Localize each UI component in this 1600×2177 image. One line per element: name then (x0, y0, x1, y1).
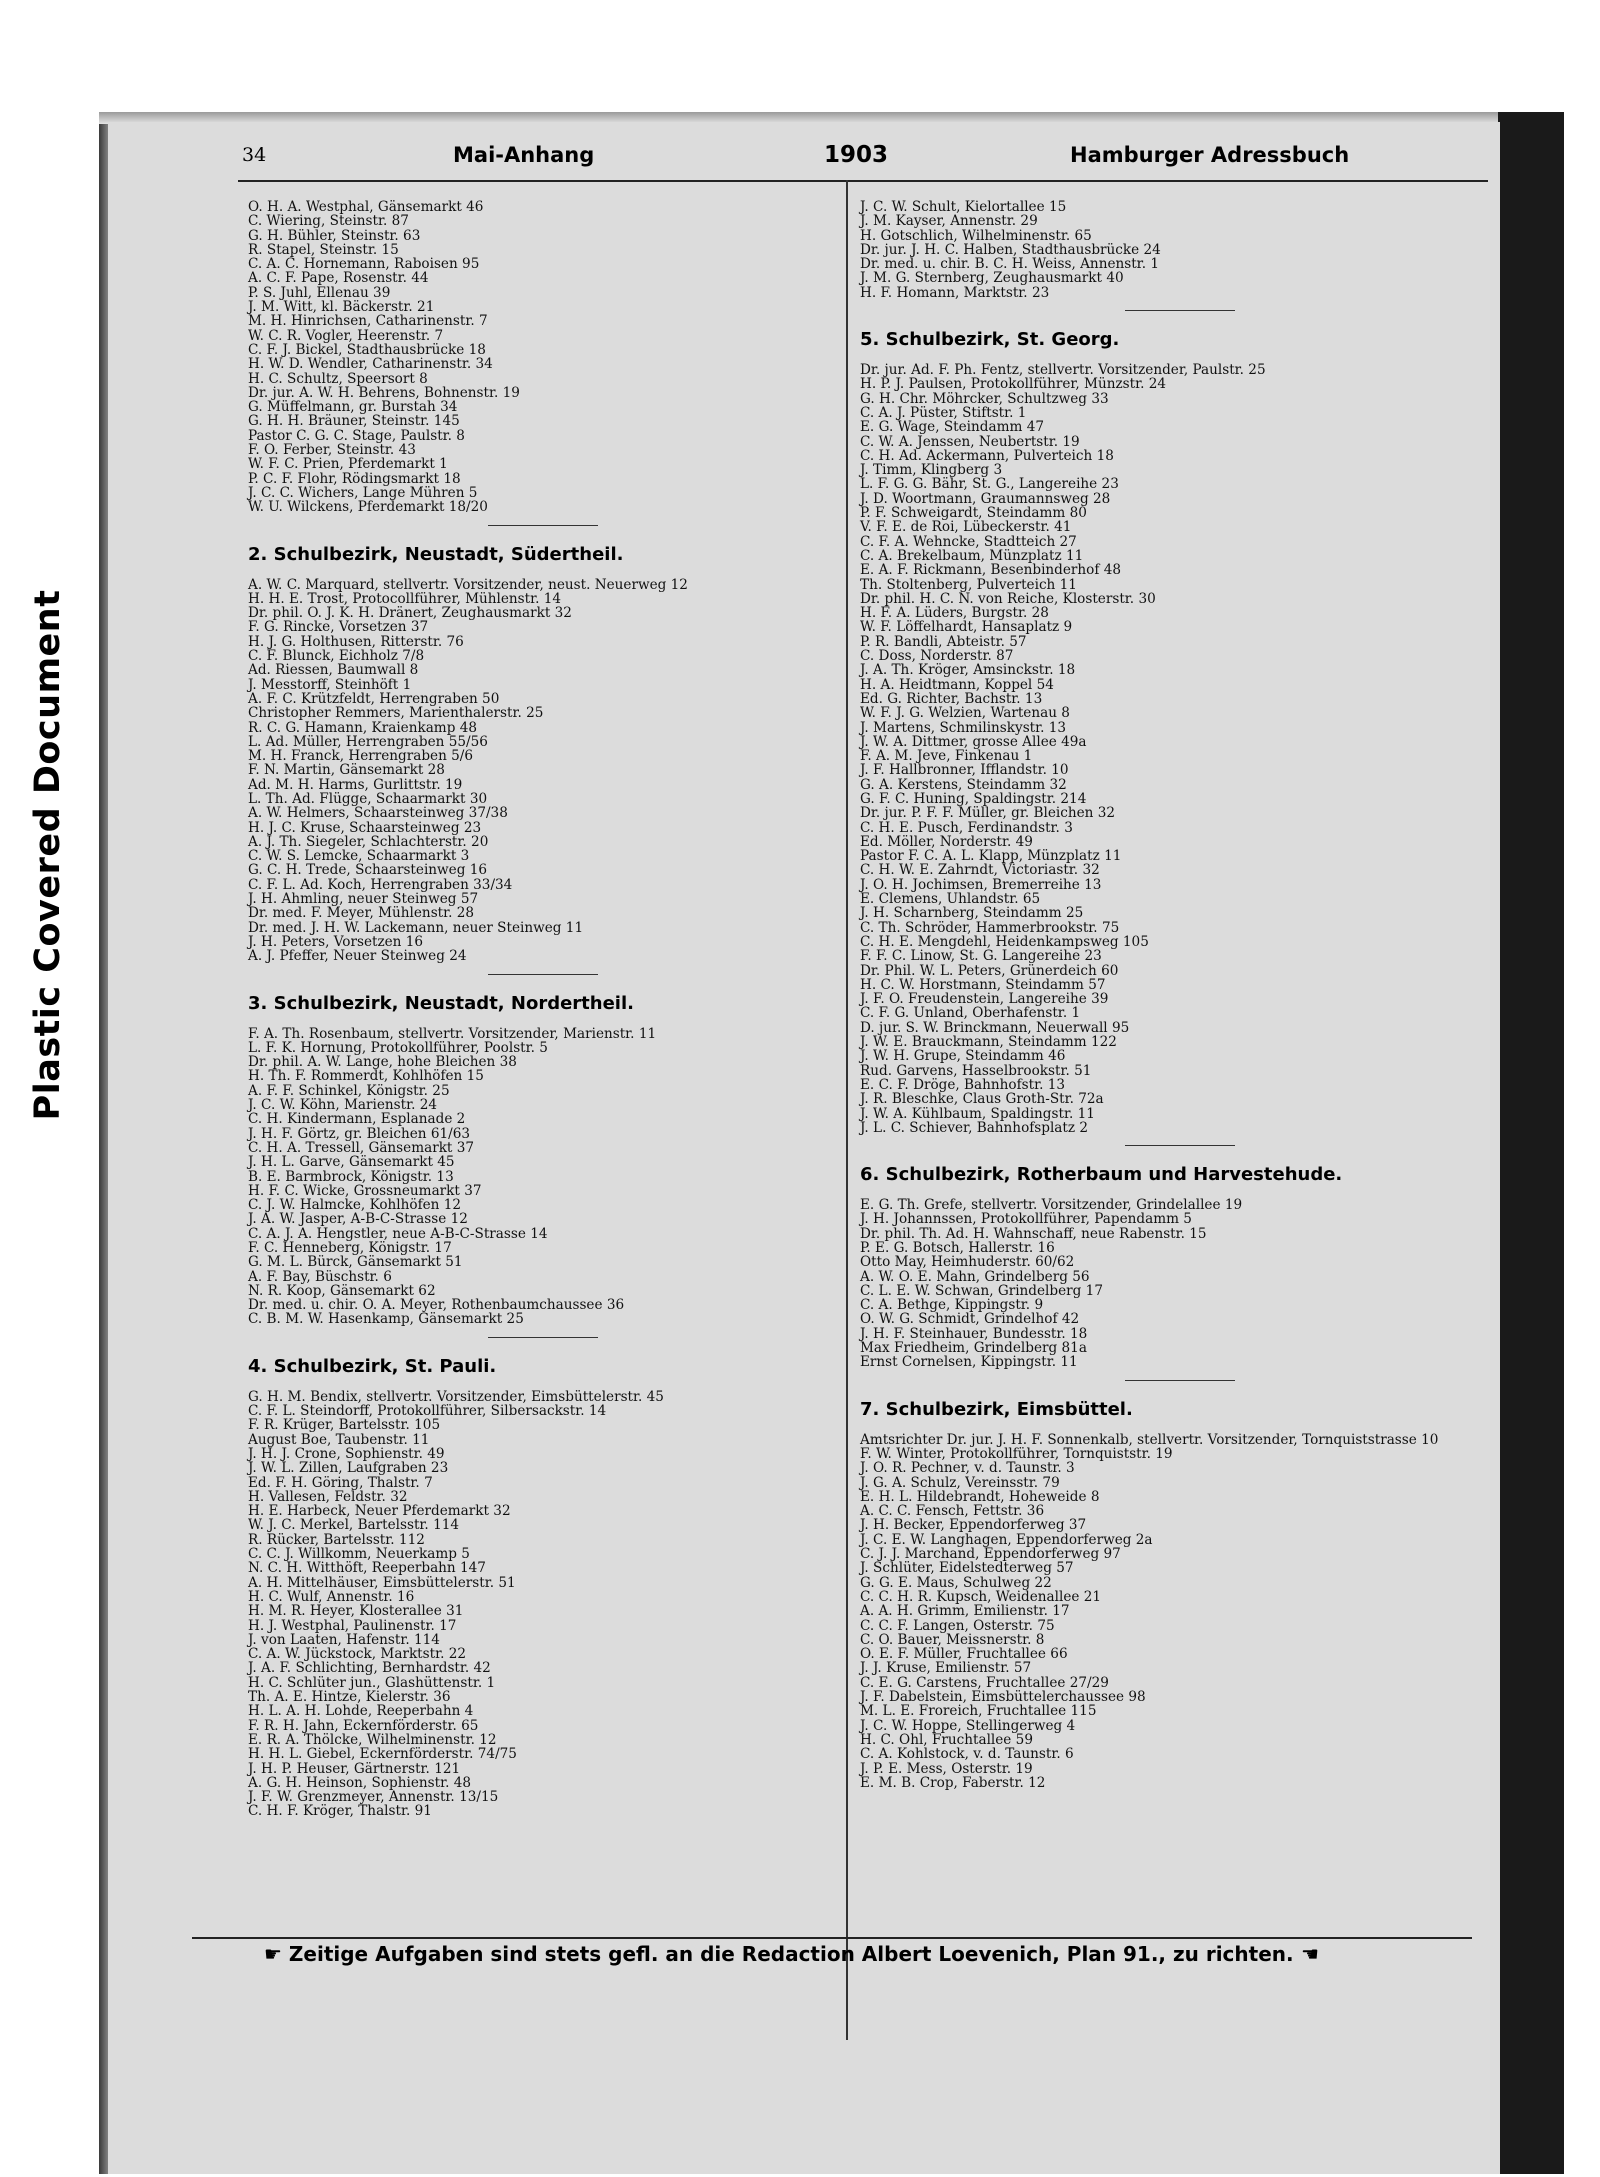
list-item: C. L. E. W. Schwan, Grindelberg 17 (860, 1282, 1103, 1299)
list-item: G. H. M. Bendix, stellvertr. Vorsitzender, Eimsbüttelerstr. 45 (248, 1388, 664, 1405)
list-item: C. H. W. E. Zahrndt, Victoriastr. 32 (860, 862, 1100, 879)
list-item: Dr. med. u. chir. O. A. Meyer, Rothenbaumchaussee 36 (248, 1297, 625, 1314)
list-item: E. G. Th. Grefe, stellvertr. Vorsitzender, Grindelallee 19 (860, 1197, 1243, 1214)
list-item: J. F. Hallbronner, Ifflandstr. 10 (860, 762, 1069, 779)
list-item: J. M. G. Sternberg, Zeughausmarkt 40 (860, 270, 1124, 287)
list-item: J. O. H. Jochimsen, Bremerreihe 13 (860, 876, 1102, 893)
list-item: C. H. E. Pusch, Ferdinandstr. 3 (860, 819, 1073, 836)
list-item: J. H. Ahmling, neuer Steinweg 57 (248, 891, 479, 908)
list-item: O. E. F. Müller, Fruchtallee 66 (860, 1646, 1068, 1663)
list-item: C. C. H. R. Kupsch, Weidenallee 21 (860, 1588, 1102, 1605)
list-item: F. C. Henneberg, Königstr. 17 (248, 1240, 452, 1256)
list-item: C. A. J. Püster, Stiftstr. 1 (860, 404, 1027, 421)
section-rule (488, 974, 598, 975)
list-item: F. A. M. Jeve, Finkenau 1 (860, 748, 1033, 765)
district-heading: 6. Schulbezirk, Rotherbaum und Harvestehude. (860, 1164, 1343, 1186)
list-item: R. Rücker, Bartelsstr. 112 (248, 1531, 425, 1548)
footer-text: Zeitige Aufgaben sind stets gefl. an die Redaction Albert Loevenich, Plan 91., zu richten. (288, 1942, 1294, 1966)
list-item: J. L. C. Schiever, Bahnhofsplatz 2 (860, 1119, 1089, 1136)
section-rule (488, 525, 598, 526)
list-item: J. O. R. Pechner, v. d. Taunstr. 3 (860, 1460, 1075, 1477)
list-item: H. H. L. Giebel, Eckernförderstr. 74/75 (248, 1746, 517, 1763)
list-item: J. J. Kruse, Emilienstr. 57 (860, 1660, 1032, 1677)
list-item: W. J. C. Merkel, Bartelsstr. 114 (248, 1517, 460, 1534)
list-item: F. O. Ferber, Steinstr. 43 (248, 442, 416, 459)
list-item: C. F. L. Steindorff, Protokollführer, Silbersackstr. 14 (248, 1403, 607, 1420)
list-item: J. H. F. Görtz, gr. Bleichen 61/63 (248, 1125, 471, 1142)
list-item: A. G. H. Heinson, Sophienstr. 48 (248, 1774, 472, 1791)
list-item: A. C. F. Pape, Rosenstr. 44 (248, 270, 429, 287)
list-item: Ed. G. Richter, Bachstr. 13 (860, 690, 1043, 707)
list-item: Dr. jur. J. H. C. Halben, Stadthausbrücke 24 (860, 241, 1161, 258)
list-item: A. W. C. Marquard, stellvertr. Vorsitzender, neust. Neuerweg 12 (248, 576, 688, 593)
list-item: D. jur. S. W. Brinckmann, Neuerwall 95 (860, 1019, 1130, 1036)
pointing-hand-icon: ☛ (264, 1942, 282, 1966)
list-item: E. R. A. Thölcke, Wilhelminenstr. 12 (248, 1731, 497, 1748)
list-item: A. C. C. Fensch, Fettstr. 36 (860, 1503, 1045, 1520)
list-item: J. von Laaten, Hafenstr. 114 (248, 1631, 440, 1648)
list-item: G. F. C. Huning, Spaldingstr. 214 (860, 790, 1087, 807)
list-item: C. H. A. Tressell, Gänsemarkt 37 (248, 1139, 475, 1156)
list-item: Dr. Phil. W. L. Peters, Grünerdeich 60 (860, 962, 1119, 979)
list-item: C. H. Kindermann, Esplanade 2 (248, 1111, 466, 1128)
list-item: C. A. C. Hornemann, Raboisen 95 (248, 256, 480, 273)
list-item: J. H. L. Garve, Gänsemarkt 45 (248, 1154, 455, 1171)
list-item: N. R. Koop, Gänsemarkt 62 (248, 1282, 436, 1299)
column-divider (846, 180, 848, 2040)
list-item: H. F. A. Lüders, Burgstr. 28 (860, 605, 1049, 622)
list-item: L. Th. Ad. Flügge, Schaarmarkt 30 (248, 790, 488, 807)
list-item: Ad. M. H. Harms, Gurlittstr. 19 (248, 776, 463, 793)
list-item: A. H. Mittelhäuser, Eimsbüttelerstr. 51 (248, 1574, 516, 1591)
list-item: J. W. A. Dittmer, grosse Allee 49a (860, 733, 1087, 750)
list-item: H. C. Ohl, Fruchtallee 59 (860, 1731, 1033, 1748)
list-item: F. R. Krüger, Bartelsstr. 105 (248, 1417, 441, 1434)
list-item: H. J. C. Kruse, Schaarsteinweg 23 (248, 819, 482, 836)
list-item: J. C. W. Schult, Kielortallee 15 (860, 199, 1067, 215)
list-item: H. M. R. Heyer, Klosterallee 31 (248, 1603, 464, 1620)
list-item: C. C. J. Willkomm, Neuerkamp 5 (248, 1546, 470, 1563)
list-item: C. A. Bethge, Kippingstr. 9 (860, 1297, 1044, 1314)
list-item: J. H. Becker, Eppendorferweg 37 (860, 1517, 1087, 1534)
list-item: P. F. Schweigardt, Steindamm 80 (860, 505, 1087, 522)
list-item: Dr. med. J. H. W. Lackemann, neuer Steinweg 11 (248, 919, 584, 936)
list-item: Th. A. E. Hintze, Kielerstr. 36 (248, 1689, 451, 1706)
list-item: W. F. J. G. Welzien, Wartenau 8 (860, 705, 1070, 722)
district-heading: 3. Schulbezirk, Neustadt, Nordertheil. (248, 992, 634, 1014)
list-item: J. Messtorff, Steinhöft 1 (248, 676, 412, 693)
list-item: Pastor F. C. A. L. Klapp, Münzplatz 11 (860, 848, 1122, 865)
list-item: R. C. G. Hamann, Kraienkamp 48 (248, 719, 478, 736)
list-item: J. C. C. Wichers, Lange Mühren 5 (248, 484, 478, 501)
list-item: P. R. Bandli, Abteistr. 57 (860, 633, 1027, 650)
district-heading: 4. Schulbezirk, St. Pauli. (248, 1355, 497, 1377)
list-item: C. A. J. A. Hengstler, neue A-B-C-Strasse 14 (248, 1225, 548, 1242)
list-item: F. G. Rincke, Vorsetzen 37 (248, 619, 429, 636)
list-item: J. W. E. Brauckmann, Steindamm 122 (860, 1034, 1117, 1051)
list-item: Th. Stoltenberg, Pulverteich 11 (860, 576, 1077, 593)
list-item: J. Timm, Klingberg 3 (860, 462, 1003, 479)
list-item: F. N. Martin, Gänsemarkt 28 (248, 762, 445, 779)
list-item: E. A. F. Rickmann, Besenbinderhof 48 (860, 562, 1122, 579)
list-item: J. W. L. Zillen, Laufgraben 23 (248, 1460, 449, 1477)
list-item: H. A. Heidtmann, Koppel 54 (860, 676, 1054, 693)
list-item: C. A. Kohlstock, v. d. Taunstr. 6 (860, 1746, 1074, 1763)
list-item: A. W. O. E. Mahn, Grindelberg 56 (860, 1268, 1090, 1285)
list-item: W. F. Löffelhardt, Hansaplatz 9 (860, 619, 1073, 636)
list-item: Max Friedheim, Grindelberg 81a (860, 1340, 1087, 1357)
list-item: H. C. Schlüter jun., Glashüttenstr. 1 (248, 1674, 496, 1691)
list-item: C. Th. Schröder, Hammerbrookstr. 75 (860, 919, 1120, 936)
list-item: P. S. Juhl, Ellenau 39 (248, 284, 391, 301)
header-rule (238, 180, 1488, 182)
list-item: O. H. A. Westphal, Gänsemarkt 46 (248, 199, 484, 215)
list-item: F. R. H. Jahn, Eckernförderstr. 65 (248, 1717, 479, 1734)
list-item: Dr. med. u. chir. B. C. H. Weiss, Annenstr. 1 (860, 256, 1159, 273)
list-item: J. F. W. Grenzmeyer, Annenstr. 13/15 (248, 1789, 499, 1806)
list-item: H. Gotschlich, Wilhelminenstr. 65 (860, 227, 1092, 244)
list-item: P. C. F. Flohr, Rödingsmarkt 18 (248, 470, 461, 487)
list-item: E. M. B. Crop, Faberstr. 12 (860, 1774, 1046, 1791)
list-item: C. F. Blunck, Eichholz 7/8 (248, 648, 425, 665)
list-item: Christopher Remmers, Marienthalerstr. 25 (248, 705, 544, 722)
section-rule (1125, 310, 1235, 311)
list-item: J. M. Witt, kl. Bäckerstr. 21 (248, 299, 435, 316)
footer-notice (264, 1942, 1504, 1966)
list-item: H. H. E. Trost, Protocollführer, Mühlenstr. 14 (248, 590, 562, 607)
list-item: J. H. P. Heuser, Gärtnerstr. 121 (248, 1760, 461, 1777)
list-item: C. F. L. Ad. Koch, Herrengraben 33/34 (248, 876, 513, 893)
list-item: C. A. W. Jückstock, Marktstr. 22 (248, 1646, 467, 1663)
list-item: J. D. Woortmann, Graumannsweg 28 (860, 490, 1111, 507)
list-item: C. Doss, Norderstr. 87 (860, 648, 1014, 665)
list-item: A. A. H. Grimm, Emilienstr. 17 (860, 1603, 1070, 1620)
list-item: G. Müffelmann, gr. Burstah 34 (248, 399, 458, 416)
list-item: G. A. Kerstens, Steindamm 32 (860, 776, 1067, 793)
list-item: Rud. Garvens, Hasselbrookstr. 51 (860, 1062, 1092, 1079)
list-item: A. F. C. Krützfeldt, Herrengraben 50 (248, 690, 500, 707)
list-item: V. F. E. de Roi, Lübeckerstr. 41 (860, 519, 1072, 536)
list-item: H. Vallesen, Feldstr. 32 (248, 1488, 408, 1505)
section-rule (1125, 1380, 1235, 1381)
list-item: L. F. K. Hornung, Protokollführer, Poolstr. 5 (248, 1039, 548, 1056)
list-item: G. M. L. Bürck, Gänsemarkt 51 (248, 1254, 463, 1271)
section-rule (1125, 1145, 1235, 1146)
list-item: H. C. Schultz, Speersort 8 (248, 370, 428, 387)
list-item: H. E. Harbeck, Neuer Pferdemarkt 32 (248, 1503, 511, 1520)
list-item: L. Ad. Müller, Herrengraben 55/56 (248, 733, 488, 750)
list-item: A. J. Th. Siegeler, Schlachterstr. 20 (248, 833, 489, 850)
footer-rule (192, 1937, 1472, 1939)
list-item: E. H. L. Hildebrandt, Hoheweide 8 (860, 1488, 1100, 1505)
side-label: Plastic Covered Document (28, 589, 68, 1121)
list-item: E. Clemens, Uhlandstr. 65 (860, 891, 1041, 908)
document-page (108, 122, 1500, 2174)
list-item: W. C. R. Vogler, Heerenstr. 7 (248, 327, 444, 344)
list-item: Ed. F. H. Göring, Thalstr. 7 (248, 1474, 433, 1491)
list-item: R. Stapel, Steinstr. 15 (248, 241, 399, 258)
list-item: J. H. J. Crone, Sophienstr. 49 (248, 1445, 445, 1462)
list-item: C. B. M. W. Hasenkamp, Gänsemarkt 25 (248, 1311, 524, 1328)
list-item: C. F. G. Unland, Oberhafenstr. 1 (860, 1005, 1081, 1022)
list-item: J. F. O. Freudenstein, Langereihe 39 (860, 991, 1109, 1008)
page-title: Mai-Anhang (453, 143, 595, 167)
list-item: J. C. W. Köhn, Marienstr. 24 (248, 1097, 438, 1114)
list-item: C. H. F. Kröger, Thalstr. 91 (248, 1803, 432, 1820)
list-item: C. C. F. Langen, Osterstr. 75 (860, 1617, 1055, 1634)
list-item: Dr. phil. Th. Ad. H. Wahnschaff, neue Rabenstr. 15 (860, 1225, 1207, 1242)
list-item: L. F. G. G. Bähr, St. G., Langereihe 23 (860, 476, 1119, 493)
district-heading: 5. Schulbezirk, St. Georg. (860, 329, 1120, 351)
list-item: G. C. H. Trede, Schaarsteinweg 16 (248, 862, 488, 879)
list-item: F. A. Th. Rosenbaum, stellvertr. Vorsitzender, Marienstr. 11 (248, 1025, 657, 1042)
list-item: M. L. E. Froreich, Fruchtallee 115 (860, 1703, 1097, 1720)
list-item: H. F. Homann, Marktstr. 23 (860, 284, 1050, 301)
list-item: J. C. W. Hoppe, Stellingerweg 4 (860, 1717, 1076, 1734)
list-item: E. C. F. Dröge, Bahnhofstr. 13 (860, 1076, 1066, 1093)
list-item: C. F. J. Bickel, Stadthausbrücke 18 (248, 341, 486, 358)
list-item: C. E. G. Carstens, Fruchtallee 27/29 (860, 1674, 1109, 1691)
list-item: G. H. H. Bräuner, Steinstr. 145 (248, 413, 460, 430)
list-item: E. G. Wage, Steindamm 47 (860, 419, 1044, 436)
list-item: Dr. phil. A. W. Lange, hohe Bleichen 38 (248, 1054, 517, 1071)
list-item: Ernst Cornelsen, Kippingstr. 11 (860, 1354, 1078, 1371)
list-item: A. F. Bay, Büschstr. 6 (248, 1268, 392, 1285)
list-item: Otto May, Heimhuderstr. 60/62 (860, 1254, 1075, 1271)
list-item: M. H. Franck, Herrengraben 5/6 (248, 748, 474, 765)
list-item: Amtsrichter Dr. jur. J. H. F. Sonnenkalb, stellvertr. Vorsitzender, Tornquiststrasse 10 (860, 1431, 1439, 1448)
list-item: J. C. E. W. Langhagen, Eppendorferweg 2a (860, 1531, 1153, 1548)
list-item: B. E. Barmbrock, Königstr. 13 (248, 1168, 454, 1185)
list-item: J. H. Peters, Vorsetzen 16 (248, 933, 424, 950)
list-item: A. J. Pfeffer, Neuer Steinweg 24 (248, 948, 467, 965)
list-item: J. M. Kayser, Annenstr. 29 (860, 213, 1038, 230)
list-item: H. W. D. Wendler, Catharinenstr. 34 (248, 356, 493, 373)
list-item: A. W. Helmers, Schaarsteinweg 37/38 (248, 805, 508, 822)
list-item: J. A. W. Jasper, A-B-C-Strasse 12 (248, 1211, 468, 1228)
pointing-hand-icon: ☛ (1300, 1942, 1319, 1966)
list-item: J. Schlüter, Eidelstedterweg 57 (860, 1560, 1074, 1577)
list-item: H. P. J. Paulsen, Protokollführer, Münzstr. 24 (860, 376, 1167, 393)
page-number: 34 (242, 144, 267, 166)
list-item: J. R. Bleschke, Claus Groth-Str. 72a (860, 1091, 1104, 1108)
list-item: August Boe, Taubenstr. 11 (248, 1431, 430, 1448)
list-item: J. H. Scharnberg, Steindamm 25 (860, 905, 1084, 922)
list-item: H. F. C. Wicke, Grossneumarkt 37 (248, 1182, 482, 1199)
list-item: F. F. C. Linow, St. G. Langereihe 23 (860, 948, 1102, 965)
list-item: O. W. G. Schmidt, Grindelhof 42 (860, 1311, 1080, 1328)
scan-edge-right (1498, 112, 1564, 2174)
list-item: H. C. W. Horstmann, Steindamm 57 (860, 976, 1106, 993)
list-item: Ad. Riessen, Baumwall 8 (248, 662, 419, 679)
list-item: H. Th. F. Rommerdt, Kohlhöfen 15 (248, 1068, 484, 1085)
list-item: C. F. A. Wehncke, Stadtteich 27 (860, 533, 1077, 550)
list-item: Dr. med. F. Meyer, Mühlenstr. 28 (248, 905, 475, 922)
list-item: H. C. Wulf, Annenstr. 16 (248, 1588, 415, 1605)
list-item: Dr. phil. H. C. N. von Reiche, Klosterstr. 30 (860, 590, 1156, 607)
list-item: C. W. A. Jenssen, Neubertstr. 19 (860, 433, 1080, 450)
list-item: J. P. E. Mess, Osterstr. 19 (860, 1760, 1033, 1777)
list-item: C. H. E. Mengdehl, Heidenkampsweg 105 (860, 933, 1149, 950)
list-item: J. W. A. Kühlbaum, Spaldingstr. 11 (860, 1105, 1095, 1122)
list-item: Dr. jur. A. W. H. Behrens, Bohnenstr. 19 (248, 384, 520, 401)
list-item: G. H. Bühler, Steinstr. 63 (248, 227, 421, 244)
list-item: C. J. J. Marchand, Eppendorferweg 97 (860, 1546, 1121, 1563)
left-column (248, 200, 838, 1819)
list-item: C. J. W. Halmcke, Kohlhöfen 12 (248, 1197, 462, 1214)
list-item: M. H. Hinrichsen, Catharinenstr. 7 (248, 313, 488, 330)
section-rule (488, 1337, 598, 1338)
list-item: J. A. F. Schlichting, Bernhardstr. 42 (248, 1660, 491, 1677)
list-item: Dr. jur. Ad. F. Ph. Fentz, stellvertr. Vorsitzender, Paulstr. 25 (860, 362, 1266, 379)
list-item: W. U. Wilckens, Pferdemarkt 18/20 (248, 499, 488, 516)
list-item: C. W. S. Lemcke, Schaarmarkt 3 (248, 848, 470, 865)
list-item: C. H. Ad. Ackermann, Pulverteich 18 (860, 447, 1114, 464)
book-title: Hamburger Adressbuch (1070, 143, 1350, 167)
list-item: H. J. G. Holthusen, Ritterstr. 76 (248, 633, 464, 650)
list-item: C. O. Bauer, Meissnerstr. 8 (860, 1631, 1045, 1648)
list-item: Ed. Möller, Norderstr. 49 (860, 833, 1033, 850)
list-item: Pastor C. G. C. Stage, Paulstr. 8 (248, 427, 465, 444)
list-item: C. Wiering, Steinstr. 87 (248, 213, 409, 230)
list-item: J. A. Th. Kröger, Amsinckstr. 18 (860, 662, 1076, 679)
list-item: J. F. Dabelstein, Eimsbüttelerchaussee 98 (860, 1689, 1146, 1706)
list-item: P. E. G. Botsch, Hallerstr. 16 (860, 1240, 1055, 1256)
right-column (860, 200, 1500, 1790)
district-heading: 2. Schulbezirk, Neustadt, Südertheil. (248, 543, 624, 565)
list-item: Dr. phil. O. J. K. H. Dränert, Zeughausmarkt 32 (248, 605, 572, 622)
list-item: J. G. A. Schulz, Vereinsstr. 79 (860, 1474, 1060, 1491)
list-item: J. W. H. Grupe, Steindamm 46 (860, 1048, 1066, 1065)
list-item: C. A. Brekelbaum, Münzplatz 11 (860, 547, 1084, 564)
list-item: J. H. F. Steinhauer, Bundesstr. 18 (860, 1325, 1088, 1342)
list-item: J. H. Johannssen, Protokollführer, Papendamm 5 (860, 1211, 1192, 1228)
list-item: G. G. E. Maus, Schulweg 22 (860, 1574, 1052, 1591)
list-item: H. J. Westphal, Paulinenstr. 17 (248, 1617, 457, 1634)
list-item: H. L. A. H. Lohde, Reeperbahn 4 (248, 1703, 474, 1720)
page-year: 1903 (824, 142, 889, 168)
list-item: J. Martens, Schmilinskystr. 13 (860, 719, 1067, 736)
list-item: N. C. H. Witthöft, Reeperbahn 147 (248, 1560, 486, 1577)
list-item: G. H. Chr. Möhrcker, Schultzweg 33 (860, 390, 1109, 407)
list-item: W. F. C. Prien, Pferdemarkt 1 (248, 456, 448, 473)
list-item: Dr. jur. P. F. F. Müller, gr. Bleichen 32 (860, 805, 1116, 822)
list-item: F. W. Winter, Protokollführer, Tornquiststr. 19 (860, 1445, 1173, 1462)
district-heading: 7. Schulbezirk, Eimsbüttel. (860, 1398, 1133, 1420)
list-item: A. F. F. Schinkel, Königstr. 25 (248, 1082, 450, 1099)
